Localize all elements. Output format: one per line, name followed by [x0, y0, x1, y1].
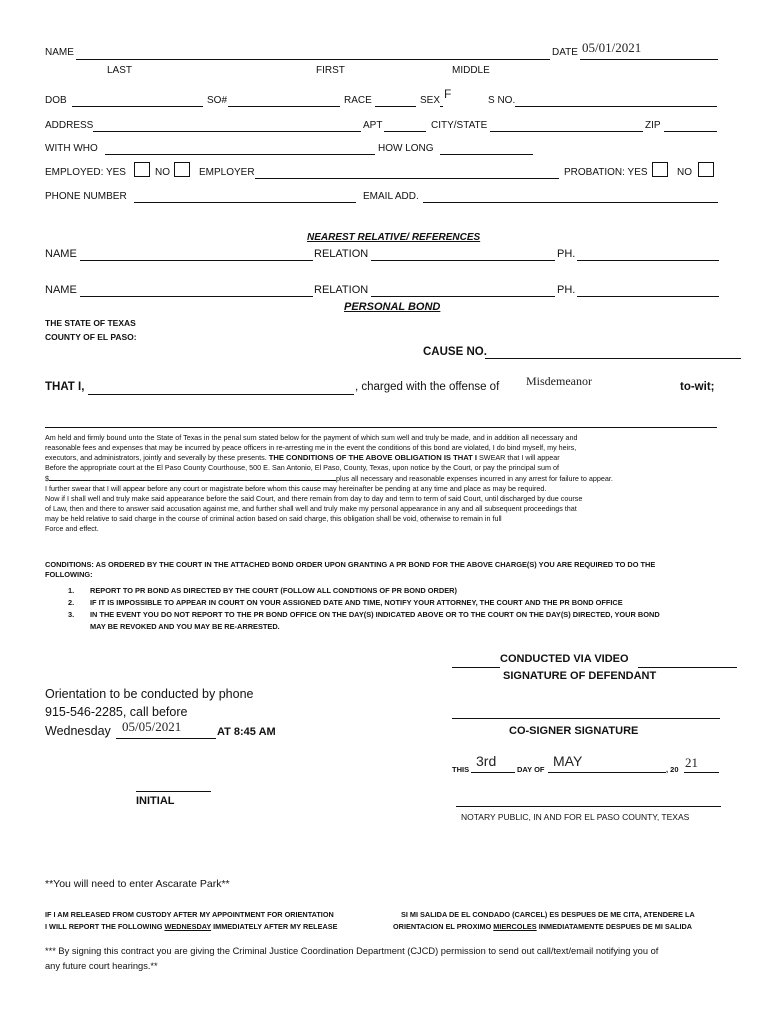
body-line-10: Force and effect.	[45, 524, 99, 533]
name-line[interactable]	[76, 59, 550, 60]
probation-no-checkbox[interactable]	[698, 162, 714, 177]
middle-label: MIDDLE	[452, 65, 490, 76]
zip-label: ZIP	[645, 120, 661, 131]
condition-text-3: IN THE EVENT YOU DO NOT REPORT TO THE PR BOND OFFICE ON THE DAY(S) INDICATED ABOVE OR TO THE COURT ON THE DAY(S) DIRECTED, YOUR BOND	[90, 610, 660, 619]
condition-item-3-cont	[68, 622, 748, 632]
day-line[interactable]	[471, 772, 515, 773]
spanish-note-2c: INMEDIATAMENTE DESPUES DE MI SALIDA	[538, 922, 693, 931]
notary-line[interactable]	[456, 806, 721, 807]
cosigner-label: CO-SIGNER SIGNATURE	[509, 725, 639, 737]
so-line[interactable]	[228, 106, 340, 107]
ref2-relation-label: RELATION	[314, 284, 369, 296]
dayof-label: DAY OF	[517, 765, 545, 774]
ref1-ph-line[interactable]	[577, 260, 719, 261]
year-value[interactable]: 21	[685, 755, 698, 770]
race-label: RACE	[344, 95, 372, 106]
dollar-sign: $	[45, 474, 49, 483]
condition-item-3	[68, 610, 748, 620]
withwho-line[interactable]	[105, 154, 375, 155]
citystate-line[interactable]	[490, 131, 643, 132]
body-line-9: may be held relative to said charge in the course of criminal action based on said charge, this obligation shall be void, otherwise to remain in full	[45, 514, 502, 523]
last-label: LAST	[107, 65, 133, 76]
howlong-line[interactable]	[440, 154, 533, 155]
body-line-1: Am held and firmly bound unto the State of Texas in the penal sum stated below for the payment of which sum well and truly be made, and in addition all necessary and	[45, 433, 578, 442]
condition-num-3: 3.	[68, 610, 75, 619]
day-value[interactable]: 3rd	[476, 753, 497, 769]
withwho-label: WITH WHO	[45, 143, 98, 154]
amount-line[interactable]	[49, 473, 336, 481]
english-note-2c: IMMEDIATELY AFTER MY RELEASE	[213, 922, 338, 931]
county-label: COUNTY OF EL PASO:	[45, 332, 137, 342]
personal-bond-heading: PERSONAL BOND	[344, 301, 441, 313]
so-label: SO#	[207, 95, 228, 106]
sex-line[interactable]	[440, 106, 443, 107]
dob-label: DOB	[45, 95, 67, 106]
body-line-3c: SWEAR that I will appear	[479, 453, 560, 462]
orientation-line-1: Orientation to be conducted by phone	[45, 687, 254, 701]
body-line-6: I further swear that I will appear before any court or magistrate before whom this cause may hereinafter be pending at any time and place as may be required.	[45, 484, 547, 493]
employed-yes-checkbox[interactable]	[134, 162, 150, 177]
offense-value[interactable]: Misdemeanor	[526, 374, 592, 388]
english-note-2a: I WILL REPORT THE FOLLOWING	[45, 922, 163, 931]
that-i-line[interactable]	[88, 394, 354, 395]
race-line[interactable]	[375, 106, 416, 107]
phone-label: PHONE NUMBER	[45, 191, 127, 202]
probation-no-label: NO	[677, 167, 692, 178]
ref1-ph-label: PH.	[557, 248, 576, 260]
employed-label: EMPLOYED: YES	[45, 167, 126, 178]
ref2-relation-line[interactable]	[371, 296, 555, 297]
notary-label: NOTARY PUBLIC, IN AND FOR EL PASO COUNTY, TEXAS	[461, 812, 690, 822]
condition-text-1: REPORT TO PR BOND AS DIRECTED BY THE COURT (FOLLOW ALL CONDTIONS OF PR BOND ORDER)	[90, 586, 457, 595]
conducted-line-right	[638, 667, 737, 668]
employer-line[interactable]	[255, 178, 559, 179]
conditions-text	[45, 560, 745, 580]
towit-label: to-wit;	[680, 381, 715, 393]
year-prefix: , 20	[666, 765, 679, 774]
conditions-list	[68, 586, 748, 632]
condition-item-2	[68, 598, 748, 608]
sex-value[interactable]: F	[444, 87, 452, 101]
address-line[interactable]	[93, 131, 361, 132]
condition-num-1: 1.	[68, 586, 75, 595]
zip-line[interactable]	[664, 131, 717, 132]
this-label: THIS	[452, 765, 470, 774]
condition-text-2: IF IT IS IMPOSSIBLE TO APPEAR IN COURT ON YOUR ASSIGNED DATE AND TIME, NOTIFY YOUR ATTORNEY, THE COURT AND THE PR BOND OFFICE	[90, 598, 623, 607]
body-line-5	[45, 473, 735, 484]
state-label: THE STATE OF TEXAS	[45, 318, 136, 328]
apt-line[interactable]	[384, 131, 426, 132]
ref2-name-label: NAME	[45, 284, 77, 296]
conducted-line-left	[452, 667, 500, 668]
conditions-line: CONDITIONS: AS ORDERED BY THE COURT IN THE ATTACHED BOND ORDER UPON GRANTING A PR BOND FOR THE ABOVE CHARGE(S) YOU ARE REQUIRED TO DO THE	[45, 560, 656, 569]
address-label: ADDRESS	[45, 120, 94, 131]
body-line-8: of Law, then and there to answer said accusation against me, and further shall well and truly make my personal appearance in any and all subsequent proceedings that	[45, 504, 577, 513]
spanish-note-miercoles: MIERCOLES	[493, 922, 537, 931]
dob-line[interactable]	[72, 106, 203, 107]
initial-label: INITIAL	[136, 795, 175, 807]
english-note-2	[45, 922, 337, 931]
ref1-name-label: NAME	[45, 248, 77, 260]
probation-yes-checkbox[interactable]	[652, 162, 668, 177]
ref1-relation-label: RELATION	[314, 248, 369, 260]
email-line[interactable]	[423, 202, 718, 203]
ref2-name-line[interactable]	[80, 296, 313, 297]
cause-line[interactable]	[485, 358, 741, 359]
charged-label: , charged with the offense of	[355, 381, 500, 393]
body-line-3b: THE CONDITIONS OF THE ABOVE OBLIGATION IS THAT I	[268, 453, 477, 462]
citystate-label: CITY/STATE	[431, 120, 488, 131]
consent-line-1: *** By signing this contract you are giving the Criminal Justice Coordination Department (CJCD) permission to send out call/text/email notifying you of	[45, 946, 659, 956]
month-value[interactable]: MAY	[553, 753, 583, 769]
spanish-note-1: SI MI SALIDA DE EL CONDADO (CARCEL) ES DESPUES DE ME CITA, ATENDERE LA	[401, 910, 695, 919]
year-line[interactable]	[684, 772, 719, 773]
ref1-name-line[interactable]	[80, 260, 313, 261]
employer-label: EMPLOYER	[199, 167, 255, 178]
phone-line[interactable]	[134, 202, 356, 203]
references-heading: NEAREST RELATIVE/ REFERENCES	[307, 232, 481, 243]
body-line-2: reasonable fees and expenses that may be incurred by peace officers in re-arresting me in the event the conditions of this bond are violated, I do bind myself, my heirs,	[45, 443, 577, 452]
condition-num-2: 2.	[68, 598, 75, 607]
first-label: FIRST	[316, 65, 345, 76]
english-note-1: IF I AM RELEASED FROM CUSTODY AFTER MY APPOINTMENT FOR ORIENTATION	[45, 910, 334, 919]
employed-no-label: NO	[155, 167, 170, 178]
cause-label: CAUSE NO.	[423, 346, 487, 358]
month-line[interactable]	[548, 772, 666, 773]
body-line-7: Now if I shall well and truly make said appearance before the said Court, and there remain from day to day and term to term of said Court, until discharged by due course	[45, 494, 583, 503]
sno-line[interactable]	[515, 106, 717, 107]
employed-no-checkbox[interactable]	[174, 162, 190, 177]
orientation-date-line[interactable]	[116, 738, 216, 739]
body-line-3	[45, 453, 735, 463]
ref2-ph-line[interactable]	[577, 296, 719, 297]
body-line-3a: executors, and administrators, jointly and severally by these presents.	[45, 453, 267, 462]
following-line: FOLLOWING:	[45, 570, 93, 579]
apt-label: APT	[363, 120, 383, 131]
condition-item-1	[68, 586, 748, 596]
probation-label: PROBATION: YES	[564, 167, 648, 178]
spanish-note-2a: ORIENTACION EL PROXIMO	[393, 922, 492, 931]
conducted-text[interactable]: CONDUCTED VIA VIDEO	[500, 653, 629, 665]
signature-defendant-label: SIGNATURE OF DEFENDANT	[503, 670, 657, 682]
orientation-time: AT 8:45 AM	[217, 726, 276, 738]
sex-label: SEX	[420, 95, 441, 106]
offense-line[interactable]	[45, 427, 717, 428]
orientation-phone: 915-546-2285, call before	[45, 705, 188, 719]
orientation-date-value[interactable]: 05/05/2021	[122, 719, 182, 734]
date-value[interactable]: 05/01/2021	[582, 40, 642, 55]
condition-text-4: MAY BE REVOKED AND YOU MAY BE RE-ARRESTED.	[90, 622, 280, 631]
email-label: EMAIL ADD.	[363, 191, 419, 202]
name-label: NAME	[45, 47, 74, 58]
date-label: DATE	[552, 47, 578, 58]
cosigner-line[interactable]	[452, 718, 720, 719]
consent-line-2: any future court hearings.**	[45, 961, 158, 971]
body-line-5b: plus all necessary and reasonable expenses incurred in any arrest for failure to appear.	[336, 474, 613, 483]
body-line-4: Before the appropriate court at the El Paso County Courthouse, 500 E. San Antonio, El Paso, County, Texas, upon notice by the Court, or pay the principal sum of	[45, 463, 559, 472]
bond-body	[45, 433, 735, 534]
spanish-note-2	[393, 922, 692, 931]
english-note-wednesday: WEDNESDAY	[164, 922, 212, 931]
date-line[interactable]	[580, 59, 718, 60]
howlong-label: HOW LONG	[378, 143, 434, 154]
ref2-ph-label: PH.	[557, 284, 576, 296]
park-note: **You will need to enter Ascarate Park**	[45, 878, 230, 890]
that-i-label: THAT I,	[45, 381, 85, 393]
sno-label: S NO.	[488, 95, 516, 106]
orientation-wednesday: Wednesday	[45, 724, 111, 738]
initial-line[interactable]	[136, 791, 211, 792]
ref1-relation-line[interactable]	[371, 260, 555, 261]
